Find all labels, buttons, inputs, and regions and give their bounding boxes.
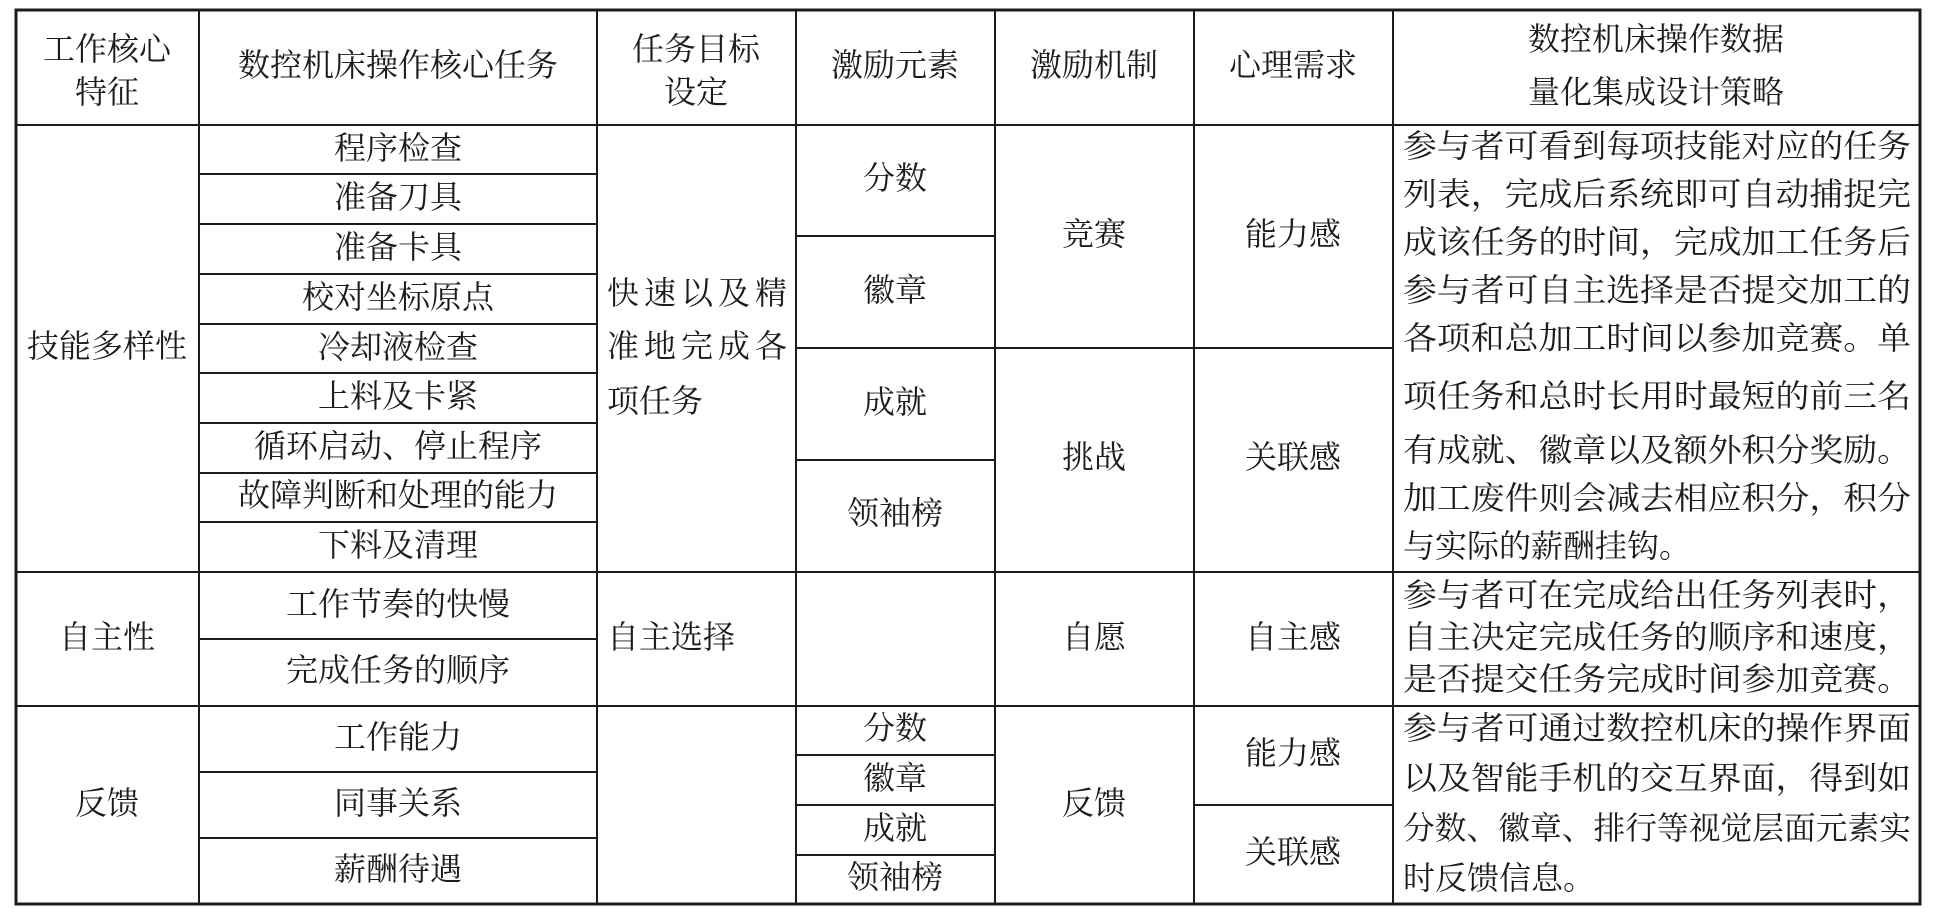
element-cell: 徽章 <box>862 271 928 309</box>
strategy-line: 分数、徽章、排行等视觉层面元素实 <box>1403 809 1911 847</box>
task-cell: 准备刀具 <box>333 178 463 216</box>
strategy-line: 是否提交任务完成时间参加竞赛。 <box>1403 660 1911 698</box>
strategy-line: 参与者可通过数控机床的操作界面 <box>1403 709 1911 747</box>
task-cell: 冷却液检查 <box>317 328 479 366</box>
mechanism-cell: 反馈 <box>1061 784 1127 822</box>
strategy-line: 项任务和总时长用时最短的前三名 <box>1403 377 1911 415</box>
need-cell: 关联感 <box>1244 833 1342 871</box>
task-cell: 薪酬待遇 <box>333 850 463 888</box>
strategy-line: 成该任务的时间，完成加工任务后 <box>1403 223 1911 261</box>
header-goal-line2: 设定 <box>663 73 729 111</box>
task-cell: 上料及卡紧 <box>317 377 479 415</box>
goal-line: 快速以及精 <box>607 274 787 312</box>
need-cell: 能力感 <box>1244 215 1342 253</box>
header-need: 心理需求 <box>1228 46 1358 84</box>
strategy-line: 参与者可在完成给出任务列表时， <box>1403 576 1911 614</box>
strategy-line: 与实际的薪酬挂钩。 <box>1403 527 1692 565</box>
goal-line: 项任务 <box>607 382 704 420</box>
element-cell: 分数 <box>862 709 928 747</box>
mechanism-cell: 挑战 <box>1061 438 1127 476</box>
strategy-line: 各项和总加工时间以参加竞赛。单 <box>1403 319 1911 357</box>
header-strategy-line1: 数控机床操作数据 <box>1527 20 1785 58</box>
element-cell: 徽章 <box>862 759 928 797</box>
element-cell: 领袖榜 <box>846 858 944 896</box>
task-cell: 下料及清理 <box>317 526 479 564</box>
strategy-line: 参与者可自主选择是否提交加工的 <box>1403 271 1911 309</box>
task-cell: 程序检查 <box>333 129 463 167</box>
header-strategy-line2: 量化集成设计策略 <box>1527 73 1785 111</box>
header-core-feature-line1: 工作核心 <box>42 30 172 68</box>
feature-label: 自主性 <box>58 618 156 656</box>
task-cell: 完成任务的顺序 <box>285 651 511 689</box>
task-cell: 同事关系 <box>333 784 463 822</box>
goal-line: 准地完成各 <box>607 327 787 365</box>
feature-label: 技能多样性 <box>26 327 188 365</box>
task-cell: 故障判断和处理的能力 <box>237 476 559 514</box>
mechanism-cell: 竞赛 <box>1061 215 1127 253</box>
header-element: 激励元素 <box>830 46 960 84</box>
mechanism-cell: 自愿 <box>1061 618 1127 656</box>
element-cell: 成就 <box>862 809 928 847</box>
strategy-line: 时反馈信息。 <box>1403 859 1596 897</box>
header-goal-line1: 任务目标 <box>631 30 761 68</box>
strategy-line: 参与者可看到每项技能对应的任务 <box>1403 127 1911 165</box>
strategy-line: 列表，完成后系统即可自动捕捉完 <box>1403 175 1911 213</box>
header-core-task: 数控机床操作核心任务 <box>237 46 559 84</box>
header-core-feature-line2: 特征 <box>74 73 140 111</box>
need-cell: 自主感 <box>1244 618 1342 656</box>
task-cell: 工作节奏的快慢 <box>285 585 511 623</box>
header-mechanism: 激励机制 <box>1029 46 1159 84</box>
task-cell: 循环启动、停止程序 <box>253 427 543 465</box>
task-cell: 校对坐标原点 <box>301 278 495 316</box>
task-cell: 准备卡具 <box>333 228 463 266</box>
element-cell: 成就 <box>862 383 928 421</box>
task-cell: 工作能力 <box>333 718 463 756</box>
strategy-line: 自主决定完成任务的顺序和速度， <box>1403 618 1911 656</box>
strategy-line: 加工废件则会减去相应积分，积分 <box>1403 479 1911 517</box>
strategy-line: 以及智能手机的交互界面，得到如 <box>1403 759 1911 797</box>
feature-label: 反馈 <box>74 784 140 822</box>
strategy-line: 有成就、徽章以及额外积分奖励。 <box>1403 431 1911 469</box>
need-cell: 关联感 <box>1244 438 1342 476</box>
need-cell: 能力感 <box>1244 734 1342 772</box>
element-cell: 领袖榜 <box>846 494 944 532</box>
element-cell: 分数 <box>862 159 928 197</box>
goal-line: 自主选择 <box>607 618 736 656</box>
